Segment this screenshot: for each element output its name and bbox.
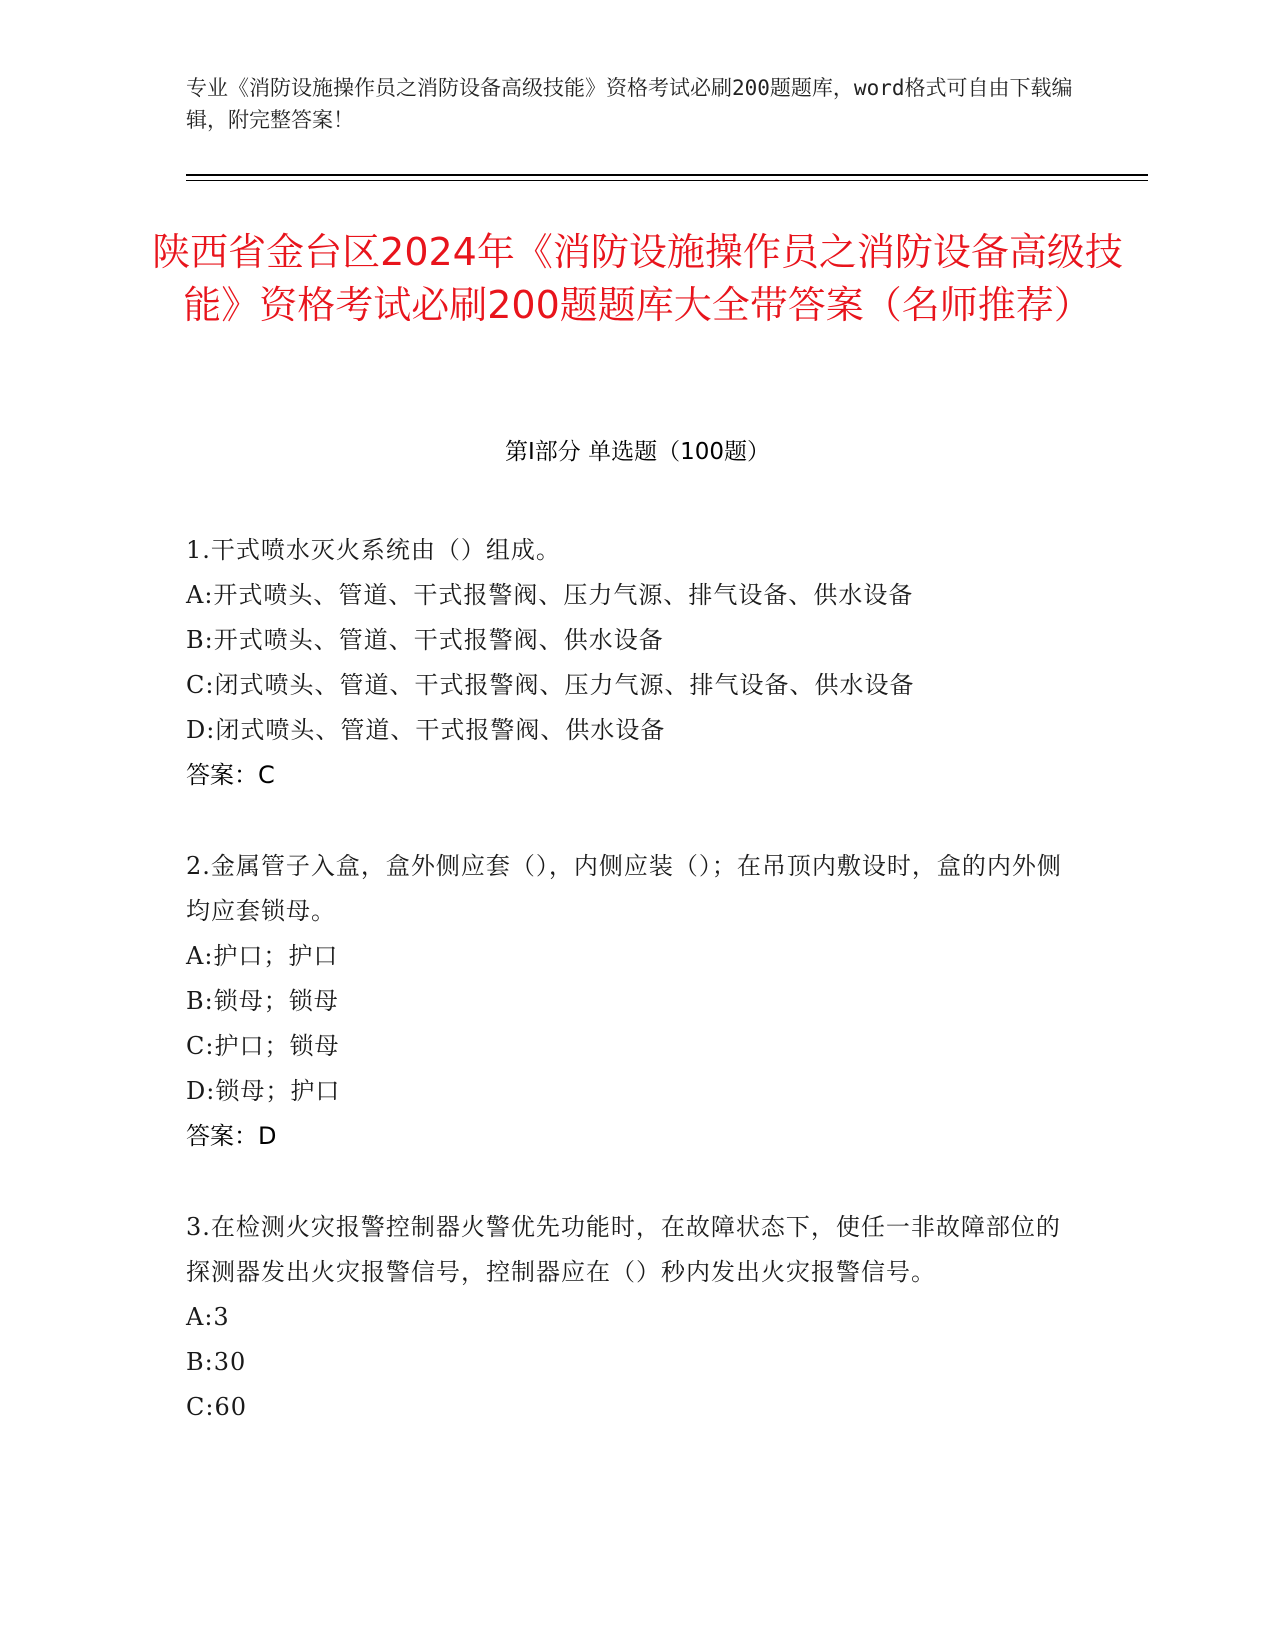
option-a: A:3: [186, 1303, 230, 1331]
option-b: B:开式喷头、管道、干式报警阀、供水设备: [186, 626, 664, 654]
question-2: [186, 844, 1066, 1159]
option-d: D:锁母；护口: [186, 1077, 341, 1105]
question-text: 1.干式喷水灭火系统由（）组成。: [186, 536, 561, 564]
option-a: A:护口；护口: [186, 942, 339, 970]
question-text: 2.金属管子入盒，盒外侧应套（），内侧应装（）；在吊顶内敷设时，盒的内外侧均应套锁母。: [186, 852, 1062, 925]
option-a: A:开式喷头、管道、干式报警阀、压力气源、排气设备、供水设备: [186, 581, 914, 609]
header-divider-thin: [186, 180, 1148, 181]
question-text: 3.在检测火灾报警控制器火警优先功能时，在故障状态下，使任一非故障部位的探测器发出火灾报警信号，控制器应在（）秒内发出火灾报警信号。: [186, 1213, 1061, 1286]
document-title: 陕西省金台区2024年《消防设施操作员之消防设备高级技能》资格考试必刷200题题库大全带答案（名师推荐）: [152, 230, 1123, 327]
option-b: B:30: [186, 1348, 247, 1376]
header-note: 专业《消防设施操作员之消防设备高级技能》资格考试必刷200题题库，word格式可自由下载编辑，附完整答案！: [186, 76, 1073, 132]
answer: 答案：C: [186, 761, 275, 789]
option-c: C:闭式喷头、管道、干式报警阀、压力气源、排气设备、供水设备: [186, 671, 915, 699]
option-d: D:闭式喷头、管道、干式报警阀、供水设备: [186, 716, 666, 744]
header-divider: [186, 174, 1148, 176]
option-b: B:锁母；锁母: [186, 987, 339, 1015]
question-1: [186, 528, 1066, 798]
answer: 答案：D: [186, 1122, 277, 1150]
section-title: 第I部分 单选题（100题）: [505, 439, 770, 465]
option-c: C:护口；锁母: [186, 1032, 340, 1060]
option-c: C:60: [186, 1393, 247, 1421]
question-3: [186, 1205, 1066, 1430]
question-list: [186, 528, 1066, 1476]
